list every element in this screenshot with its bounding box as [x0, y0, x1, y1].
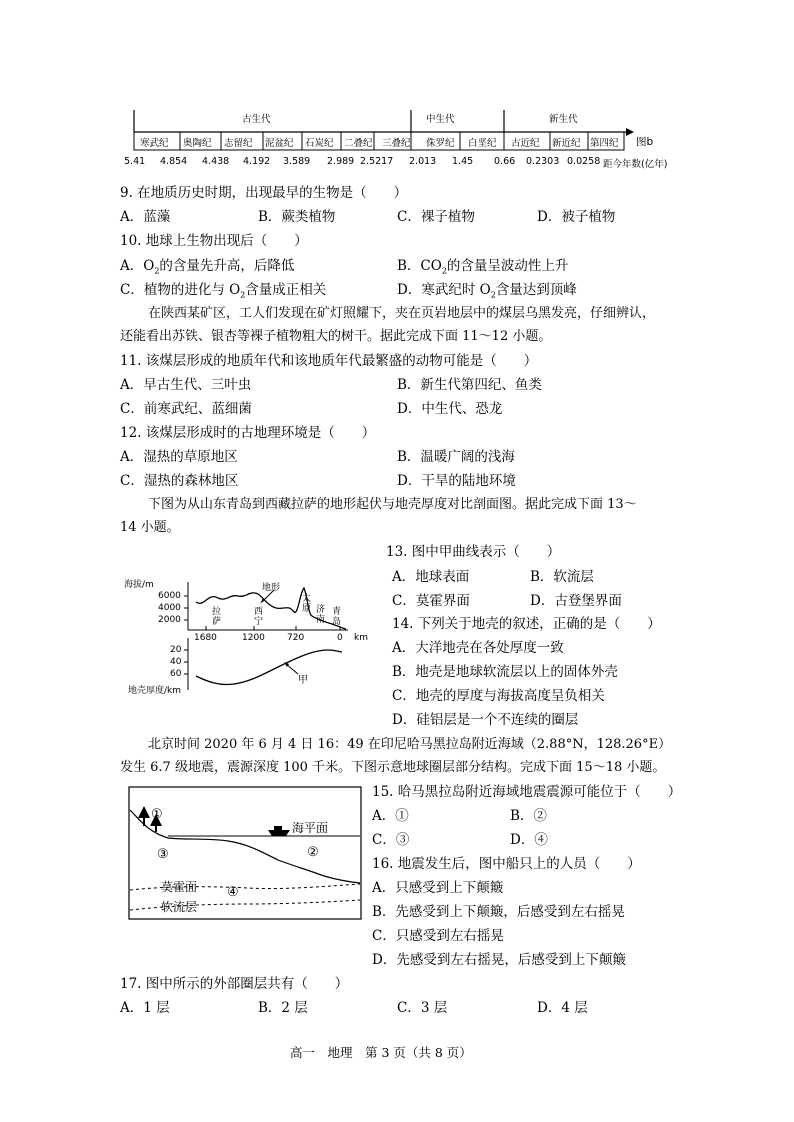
place-label: 济 [316, 605, 326, 615]
age-value: 5.41 [124, 156, 146, 167]
option: A．湿热的草原地区 [120, 449, 238, 465]
annotation: 地形 [262, 583, 281, 593]
era-label: 中生代 [426, 114, 455, 125]
option: A．早古生代、三叶虫 [120, 377, 252, 393]
option: A．大洋地壳在各处厚度一致 [392, 640, 564, 656]
option: B．新生代第四纪、鱼类 [397, 377, 542, 393]
tick-label: 720 [287, 633, 305, 643]
option: B．2 层 [258, 1000, 308, 1016]
option: B．地壳是地球软流层以上的固体外壳 [392, 664, 618, 680]
question-stem: 16. 地震发生后，图中船只上的人员（ ） [372, 856, 641, 872]
place-label: 拉 [212, 607, 222, 617]
age-value: 0.0258 [567, 156, 601, 167]
option: D．先感受到左右摇晃，后感受到上下颠簸 [372, 952, 626, 968]
page-footer: 高一 地理 第 3 页（共 8 页） [290, 1045, 472, 1060]
moho-label: 莫霍面 [161, 880, 198, 894]
layer-mark: ③ [157, 847, 169, 862]
option: C．莫霍界面 [392, 593, 470, 609]
period-label: 石炭纪 [305, 138, 334, 149]
option: C．前寒武纪、蓝细菌 [120, 401, 252, 417]
passage-text: 在陕西某矿区，工人们发现在矿灯照耀下，夹在页岩地层中的煤层乌黑发亮，仔细辨认， [148, 306, 656, 321]
option: D．被子植物 [537, 209, 616, 225]
period-label: 三叠纪 [382, 138, 411, 149]
age-value: 0.66 [494, 156, 516, 167]
passage-text: 下图为从山东青岛到西藏拉萨的地形起伏与地壳厚度对比剖面图。据此完成下面 13～ [148, 497, 637, 512]
curve-label: 甲 [298, 675, 308, 686]
tick-label: 2000 [158, 615, 181, 625]
option: C．3 层 [397, 1000, 448, 1016]
option: D．硅铝层是一个不连续的圈层 [392, 712, 579, 728]
option: D．古登堡界面 [530, 593, 622, 609]
tick-label: 20 [170, 645, 182, 655]
option: A．① [372, 808, 409, 824]
age-unit: 距今年数(亿年) [603, 159, 668, 170]
place-label: 青 [332, 607, 342, 617]
tick-label: 40 [170, 657, 182, 667]
question-stem: 13. 图中甲曲线表示（ ） [386, 544, 561, 560]
option: C．裸子植物 [397, 209, 475, 225]
tick-label: 4000 [158, 603, 181, 613]
axis-label: 地壳厚度/km [128, 686, 182, 696]
tick-label: 0 [337, 633, 343, 643]
place-label: 萨 [212, 617, 222, 627]
age-value: 2.5217 [360, 156, 394, 167]
tick-label: 60 [170, 669, 182, 679]
age-value: 4.854 [160, 156, 188, 167]
age-value: 1.45 [452, 156, 474, 167]
passage-text: 14 小题。 [120, 520, 180, 535]
passage-text: 发生 6.7 级地震，震源深度 100 千米。下图示意地球圈层部分结构。完成下面 15～18 小题。 [120, 760, 666, 775]
option: A．1 层 [120, 1000, 170, 1016]
axis-unit: km [354, 633, 368, 643]
age-value: 2.013 [409, 156, 437, 167]
age-value: 4.192 [243, 156, 271, 167]
period-label: 泥盆纪 [265, 138, 294, 149]
period-label: 白垩纪 [468, 138, 497, 149]
layer-mark: ① [151, 807, 163, 822]
option: D．寒武纪时 $O_2$含量达到顶峰 [397, 282, 577, 300]
period-label: 侏罗纪 [426, 138, 455, 149]
tick-label: 1680 [194, 633, 217, 643]
option: A．蓝藻 [120, 209, 171, 225]
era-label: 新生代 [549, 114, 578, 125]
age-value: 2.989 [327, 156, 355, 167]
option: B．软流层 [530, 569, 594, 585]
age-value: 3.589 [283, 156, 311, 167]
age-value: 0.2303 [526, 156, 560, 167]
question-stem: 11. 该煤层形成的地质年代和该地质年代最繁盛的动物可能是（ ） [120, 353, 538, 369]
option: D．中生代、恐龙 [397, 401, 503, 417]
option: B．先感受到上下颠簸，后感受到左右摇晃 [372, 904, 625, 920]
era-label: 古生代 [242, 114, 271, 125]
passage-text: 还能看出苏铁、银杏等裸子植物粗大的树干。据此完成下面 11～12 小题。 [120, 329, 552, 344]
layer-mark: ② [307, 845, 319, 860]
option: D．干旱的陆地环境 [397, 473, 516, 489]
period-label: 志留纪 [224, 138, 253, 149]
period-label: 新近纪 [552, 138, 581, 149]
option: D．④ [510, 832, 548, 848]
question-stem: 12. 该煤层形成时的古地理环境是（ ） [120, 425, 376, 441]
place-label: 岛 [332, 617, 342, 627]
question-stem: 17. 图中所示的外部圈层共有（ ） [120, 976, 349, 992]
question-stem: 14. 下列关于地壳的叙述，正确的是（ ） [392, 616, 661, 632]
place-label: 原 [302, 604, 312, 614]
asthenosphere-label: 软流层 [161, 900, 198, 914]
place-label: 太 [302, 594, 312, 604]
period-label: 第四纪 [590, 138, 619, 149]
option: C．③ [372, 832, 410, 848]
question-stem: 15. 哈马黑拉岛附近海域地震震源可能位于（ ） [372, 784, 682, 800]
place-label: 南 [316, 615, 326, 625]
option: A．地球表面 [392, 569, 470, 585]
option: B．$CO_2$的含量呈波动性上升 [397, 258, 569, 276]
figure-label: 图b [636, 136, 654, 148]
option: B．温暖广阔的浅海 [397, 449, 515, 465]
place-label: 西 [254, 607, 264, 617]
option: C．只感受到左右摇晃 [372, 928, 504, 944]
option: C．植物的进化与 $O_2$含量成正相关 [120, 282, 327, 300]
option: C．湿热的森林地区 [120, 473, 239, 489]
axis-label: 海拔/m [124, 580, 154, 590]
tick-label: 6000 [158, 591, 181, 601]
option: A．$O_2$的含量先升高，后降低 [120, 258, 295, 276]
age-value: 4.438 [202, 156, 230, 167]
period-label: 寒武纪 [140, 138, 169, 149]
period-label: 古近纪 [511, 138, 540, 149]
question-stem: 9. 在地质历史时期，出现最早的生物是（ ） [120, 185, 408, 201]
place-label: 宁 [254, 617, 264, 627]
passage-text: 北京时间 2020 年 6 月 4 日 16：49 在印尼哈马黑拉岛附近海域（2.88°N，128.26°E） [148, 737, 672, 752]
option: C．地壳的厚度与海拔高度呈负相关 [392, 688, 605, 704]
tick-label: 1200 [242, 633, 265, 643]
option: B．蕨类植物 [258, 209, 336, 225]
option: D．4 层 [537, 1000, 588, 1016]
sea-level-label: 海平面 [292, 821, 329, 835]
option: A．只感受到上下颠簸 [372, 880, 504, 896]
layer-mark: ④ [227, 885, 239, 900]
period-label: 奥陶纪 [183, 138, 212, 149]
option: B．② [510, 808, 547, 824]
question-stem: 10. 地球上生物出现后（ ） [120, 233, 308, 249]
period-label: 二叠纪 [344, 138, 373, 149]
